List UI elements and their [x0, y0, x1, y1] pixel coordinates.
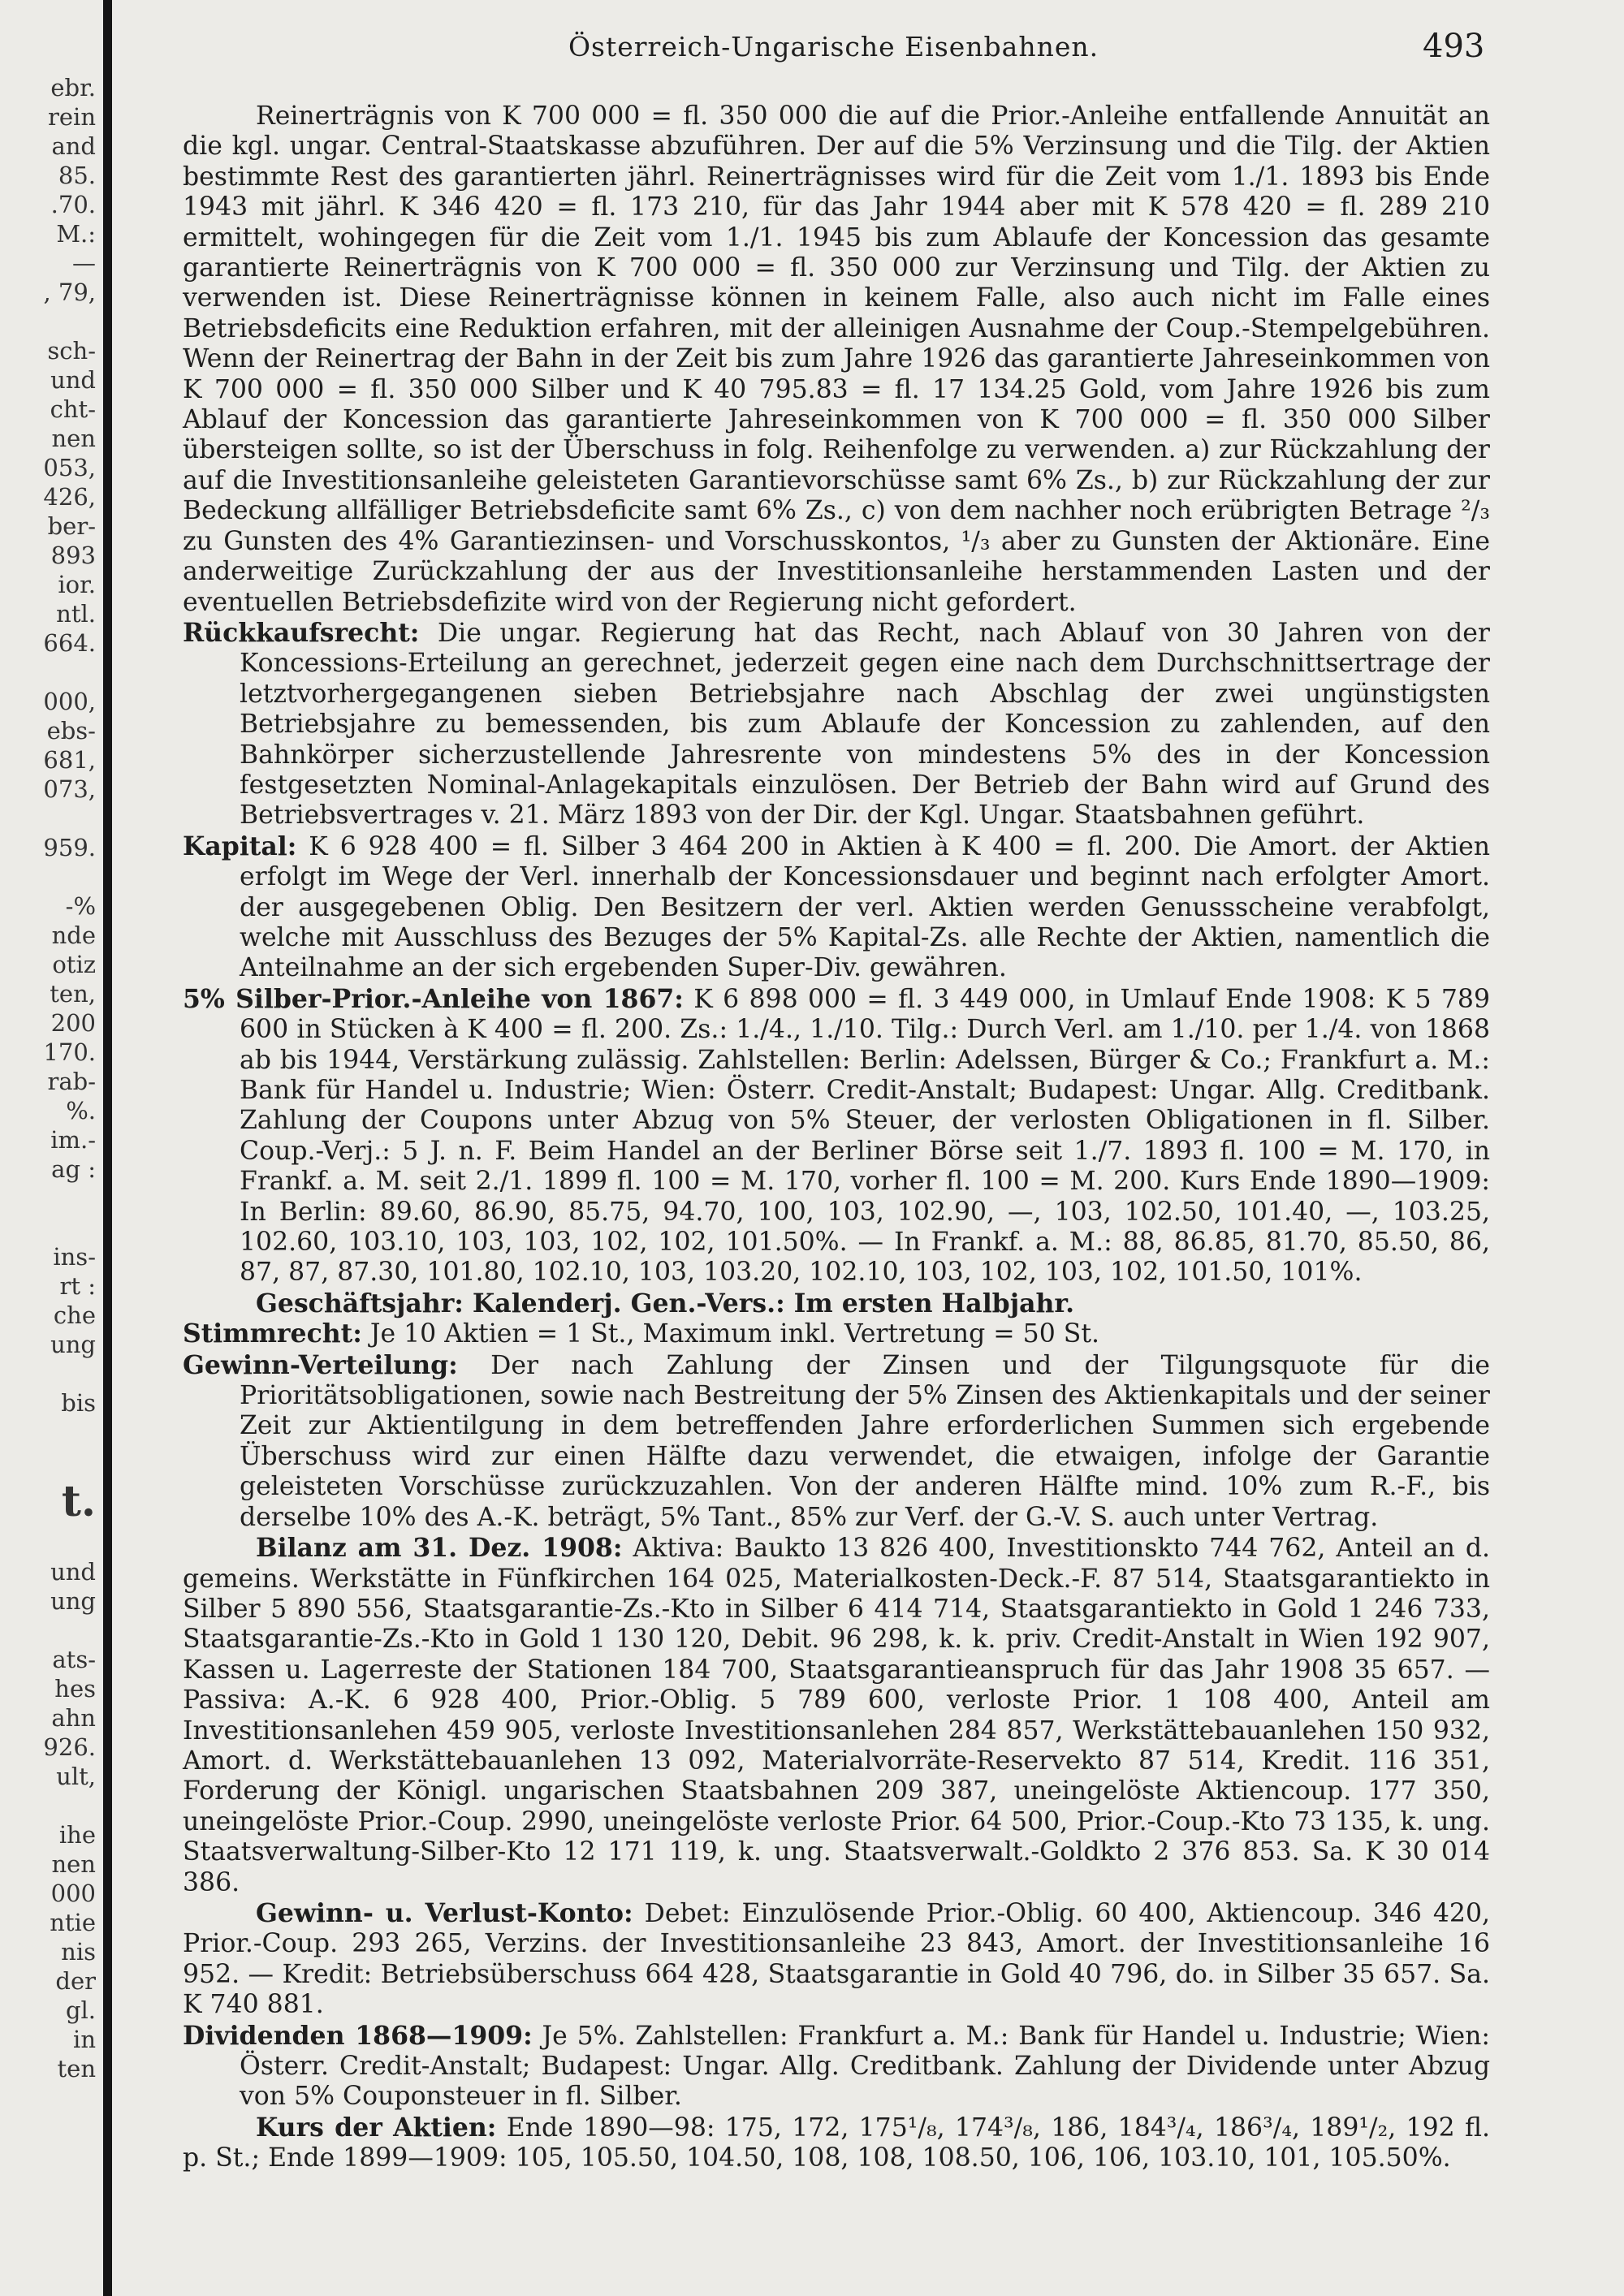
page-number: 493 [1423, 28, 1485, 65]
heading-rueckkaufsrecht: Rückkaufsrecht: [183, 617, 420, 648]
text-kurs-aktien: Ende 1890—98: 175, 172, 175¹/₈, 174³/₈, 186, 184³/₄, 186³/₄, 189¹/₂, 192 fl. p. St.; Ende 1899—1909: 105, 105.50, 104.50, 108, 108, 108.50, 106, 106, 103.10, 101, 105.50%. [183, 2113, 1490, 2173]
left-fragment: rein [48, 103, 96, 131]
paragraph-anleihe [183, 984, 1490, 1288]
left-fragment: 664. [43, 629, 96, 657]
heading-gewinn-verlust: Gewinn- u. Verlust-Konto: [256, 1897, 633, 1928]
left-fragment: 000, [43, 688, 96, 715]
left-fragment [0, 1213, 96, 1242]
left-fragment: 000 [50, 1880, 96, 1907]
text-stimmrecht: Je 10 Aktien = 1 St., Maximum inkl. Vertretung = 50 St. [361, 1319, 1100, 1349]
left-fragment [0, 307, 96, 336]
text-anleihe: K 6 898 000 = fl. 3 449 000, in Umlauf Ende 1908: K 5 789 600 in Stücken à K 400 = fl. 200. Zs.: 1./4., 1./10. Tilg.: Durch Verl. am 1./10. per 1./4. von 1868 ab bis 1944, Verstärkung zulässig. Zahlstellen: Berlin: Adelssen, Bürger & Co.; Frankfurt a. M.: Bank für Handel u. Industrie; Wien: Österr. Credit-Anstalt; Budapest: Ungar. Allg. Creditbank. Zahlung der Coupons unter Abzug von 5% Steuer, der verlosten Obligationen in fl. Silber. Coup.-Verj.: 5 J. n. F. Beim Handel an der Berliner Börse seit 1./7. 1893 fl. 100 = M. 170, in Frankf. a. M. seit 2./1. 1899 fl. 100 = M. 170, vorher fl. 100 = M. 200. Kurs Ende 1890—1909: In Berlin: 89.60, 86.90, 85.75, 94.70, 100, 103, 102.90, —, 103, 102.50, 101.40, —, 103.25, 102.60, 103.10, 103, 103, 102, 102, 101.50%. — In Frankf. a. M.: 88, 86.85, 81.70, 85.50, 86, 87, 87, 87.30, 101.80, 102.10, 103, 103.20, 102.10, 103, 102, 103, 102, 101.50, 101%. [240, 984, 1490, 1288]
text-kapital: K 6 928 400 = fl. Silber 3 464 200 in Aktien à K 400 = fl. 200. Die Amort. der Aktien erfolgt im Wege der Verl. innerhalb der Koncessionsdauer und beginnt nach erfolgter Amort. der ausgegebenen Oblig. Den Besitzern der verl. Aktien werden Genussscheine verabfolgt, welche mit Ausschluss des Bezuges der 5% Kapital-Zs. alle Rechte der Aktien, namentlich die Anteilnahme an der sich ergebenden Super-Div. gewähren. [240, 831, 1490, 983]
left-fragment: 926. [43, 1733, 96, 1761]
left-fragment: otiz [52, 951, 96, 978]
left-fragment: 85. [58, 162, 96, 189]
left-fragment: 200 [50, 1009, 96, 1037]
left-fragment: che [53, 1301, 96, 1329]
heading-bilanz: Bilanz am 31. Dez. 1908: [256, 1533, 623, 1564]
left-fragment [0, 1359, 96, 1388]
paragraph-rueckkaufsrecht [183, 618, 1490, 831]
text-dividenden: Je 5%. Zahlstellen: Frankfurt a. M.: Bank für Handel u. Industrie; Wien: Österr. Credit-Anstalt; Budapest: Ungar. Allg. Creditbank. Zahlung der Dividende unter Abzug von 5% Couponsteuer in fl. Silber. [240, 2021, 1490, 2112]
left-fragment: ats- [52, 1646, 96, 1673]
left-fragment [0, 1184, 96, 1213]
page-body [183, 101, 1490, 2174]
left-fragment: in [73, 2026, 96, 2053]
left-fragment: rab- [47, 1068, 96, 1095]
heading-gewinn-verteilung: Gewinn-Verteilung: [183, 1349, 458, 1380]
left-fragment: nen [51, 425, 96, 452]
text-gewinn-verteilung: Der nach Zahlung der Zinsen und der Tilgungsquote für die Prioritätsobligationen, sowie nach Bestreitung der 5% Zinsen des Aktienkapitals und der seiner Zeit zur Aktientilgung in dem betreffenden Jahre erforderlichen Summen sich ergebende Überschuss wird zur einen Hälfte dazu verwendet, die etwaigen, infolge der Garantie geleisteten Vorschüsse zurückzuzahlen. Von der anderen Hälfte mind. 10% zum R.-F., bis derselbe 10% des A.-K. beträgt, 5% Tant., 85% zur Verf. der G.-V. S. auch unter Vertrag. [240, 1350, 1490, 1532]
paragraph-stimmrecht [183, 1318, 1490, 1349]
heading-kapital: Kapital: [183, 831, 297, 861]
left-fragment: bis [61, 1389, 96, 1417]
left-fragment: 959. [43, 834, 96, 861]
gutter-divider [103, 0, 112, 2296]
left-fragment [0, 1616, 96, 1645]
paragraph-intro: Reinerträgnis von K 700 000 = fl. 350 000 die auf die Prior.-Anleihe entfallende Annuität an die kgl. ungar. Central-Staatskasse abzuführen. Der auf die 5% Verzinsung und die Tilg. der Aktien bestimmte Rest des garantierten jährl. Reinerträgnisses wird für die Zeit vom 1./1. 1893 bis Ende 1943 mit jährl. K 346 420 = fl. 173 210, für das Jahr 1944 aber mit K 578 420 = fl. 289 210 ermittelt, wohingegen für die Zeit vom 1./1. 1945 bis zum Ablaufe der Koncession das gesamte garantierte Reinerträgnis von K 700 000 = fl. 350 000 zur Verzinsung und Tilg. der Aktien zu verwenden ist. Diese Reinerträgnisse können in keinem Falle, also auch nicht im Falle eines Betriebsdeficits eine Reduktion erfahren, mit der alleinigen Ausnahme der Coup.-Stempelgebühren. Wenn der Reinertrag der Bahn in der Zeit bis zum Jahre 1926 das garantierte Jahreseinkommen von K 700 000 = fl. 350 000 Silber und K 40 795.83 = fl. 17 134.25 Gold, vom Jahre 1926 bis zum Ablauf der Koncession das garantierte Jahreseinkommen von K 700 000 = fl. 350 000 Silber übersteigen sollte, so ist der Überschuss in folg. Reihenfolge zu verwenden. a) zur Rückzahlung der auf die Investitionsanleihe geleisteten Garantievorschüsse samt 6% Zs., b) zur Rückzahlung der zur Bedeckung allfälliger Betriebsdeficite samt 6% Zs., c) von dem nachher noch erübrigten Betrage ²/₃ zu Gunsten des 4% Garantiezinsen- und Vorschusskontos, ¹/₃ aber zu Gunsten der Aktionäre. Eine anderweitige Zurückzahlung der aus der Investitionsanleihe herstammenden Lasten und der eventuellen Betriebsdefizite wird von der Regierung nicht gefordert. [183, 101, 1490, 617]
left-fragment: t. [61, 1477, 96, 1526]
left-fragment: gl. [65, 1996, 96, 2024]
left-fragment: ult, [56, 1763, 96, 1790]
text-rueckkaufsrecht: Die ungar. Regierung hat das Recht, nach Ablauf von 30 Jahren von der Koncessions-Erteilung an gerechnet, jederzeit gegen eine nach dem Durchschnittsertrage der letztvorhergegangenen sieben Betriebsjahre nach Abschlag der zwei ungünstigsten Betriebsjahre zu bemessenden, bis zum Ablaufe der Koncession zu zahlenden, auf den Bahnkörper sicherzustellende Jahresrente von mindestens 5% des in der Koncession festgesetzten Nominal-Anlagekapitals einzulösen. Der Betrieb der Bahn wird auf Grund des Betriebsvertrages v. 21. März 1893 von der Dir. der Kgl. Ungar. Staatsbahnen geführt. [240, 618, 1490, 831]
left-fragment: der [55, 1967, 96, 1995]
running-head: Österreich-Ungarische Eisenbahnen. [568, 31, 1099, 63]
left-fragment: — [72, 249, 96, 277]
left-fragment: 681, [43, 746, 96, 774]
left-fragment: ntie [50, 1909, 96, 1936]
left-fragment: ntl. [56, 600, 96, 628]
left-fragment: , 79, [43, 278, 96, 306]
left-fragment: sch- [47, 337, 96, 365]
left-fragment: 893 [50, 542, 96, 569]
left-fragment: 170. [43, 1038, 96, 1066]
left-fragment: rt : [59, 1272, 96, 1300]
left-fragment: ihe [58, 1821, 96, 1849]
left-fragment: 426, [43, 483, 96, 511]
left-fragment: ior. [58, 571, 96, 598]
left-fragment [0, 658, 96, 687]
left-fragment: 073, [43, 775, 96, 803]
left-fragment [0, 1528, 96, 1557]
left-fragment: nis [61, 1938, 96, 1966]
left-fragment: M.: [56, 220, 96, 248]
left-fragment: .70. [50, 191, 96, 218]
left-fragment: nen [51, 1850, 96, 1878]
previous-page-edge [0, 73, 96, 2083]
left-fragment [0, 862, 96, 891]
heading-kurs-aktien: Kurs der Aktien: [256, 2112, 497, 2143]
left-fragment: %. [66, 1097, 96, 1124]
left-fragment: und [50, 366, 96, 394]
left-fragment [0, 804, 96, 833]
text-bilanz: Aktiva: Baukto 13 826 400, Investitionskto 744 762, Anteil an d. gemeins. Werkstätte in Fünfkirchen 164 025, Materialkosten-Deck.-F. 87 514, Staatsgarantiekto in Silber 5 890 556, Staatsgarantie-Zs.-Kto in Silber 6 414 714, Staatsgarantiekto in Gold 1 246 733, Staatsgarantie-Zs.-Kto in Gold 1 130 120, Debit. 96 298, k. k. priv. Credit-Anstalt in Wien 192 907, Kassen u. Lagerreste der Stationen 184 700, Staatsgarantieanspruch für das Jahr 1908 35 657. — Passiva: A.-K. 6 928 400, Prior.-Oblig. 5 789 600, verloste Prior. 1 108 400, Anteil am Investitionsanlehen 459 905, verloste Investitionsanlehen 284 857, Werkstättebauanlehen 150 932, Amort. d. Werkstättebauanlehen 13 092, Materialvorräte-Reservekto 87 514, Kredit. 116 351, Forderung der Königl. ungarischen Staatsbahnen 209 387, uneingelöste Aktiencoup. 177 350, uneingelöste Prior.-Coup. 2990, uneingelöste verloste Prior. 64 500, Prior.-Coup.-Kto 73 135, k. ung. Staatsverwaltung-Silber-Kto 12 171 119, k. ung. Staatsverwalt.-Goldkto 2 376 853. Sa. K 30 014 386. [183, 1534, 1490, 1897]
paragraph-bilanz [183, 1533, 1490, 1898]
heading-anleihe: 5% Silber-Prior.-Anleihe von 1867: [183, 983, 684, 1014]
left-fragment: ung [50, 1587, 96, 1615]
left-fragment: ebs- [46, 717, 96, 744]
left-fragment: ber- [47, 512, 96, 540]
left-fragment: ebr. [50, 74, 96, 101]
left-fragment: -% [65, 892, 96, 920]
left-fragment: ten [57, 2055, 96, 2082]
left-fragment: im.- [50, 1126, 96, 1154]
left-fragment: ahn [51, 1704, 96, 1732]
left-fragment: hes [54, 1675, 96, 1703]
left-fragment [0, 1418, 96, 1447]
left-fragment: and [51, 132, 96, 160]
text-gewinn-verlust: Debet: Einzulösende Prior.-Oblig. 60 400, Aktiencoup. 346 420, Prior.-Coup. 293 265, Verzins. der Investitionsanleihe 23 843, Amort. der Investitionsanleihe 16 952. — Kredit: Betriebsüberschuss 664 428, Staatsgarantie in Gold 40 796, do. in Silber 35 657. Sa. K 740 881. [183, 1898, 1491, 2020]
left-fragment: 053, [43, 454, 96, 481]
left-fragment: und [50, 1558, 96, 1586]
left-fragment: ins- [53, 1243, 96, 1271]
left-fragment: ung [50, 1331, 96, 1358]
paragraph-gewinn-verlust [183, 1898, 1490, 2021]
paragraph-geschaeftsjahr: Geschäftsjahr: Kalenderj. Gen.-Vers.: Im ersten Halbjahr. [256, 1288, 1075, 1318]
heading-stimmrecht: Stimmrecht: [183, 1318, 362, 1349]
left-fragment: nde [51, 921, 96, 949]
left-fragment: ag : [51, 1155, 96, 1183]
paragraph-kapital [183, 831, 1490, 984]
paragraph-gewinn-verteilung [183, 1350, 1490, 1533]
left-fragment: ten, [50, 980, 96, 1008]
paragraph-kurs-aktien [183, 2113, 1490, 2174]
left-fragment [0, 1447, 96, 1476]
left-fragment: cht- [50, 395, 96, 423]
heading-dividenden: Dividenden 1868—1909: [183, 2020, 533, 2051]
left-fragment [0, 1791, 96, 1820]
paragraph-dividenden [183, 2021, 1490, 2113]
